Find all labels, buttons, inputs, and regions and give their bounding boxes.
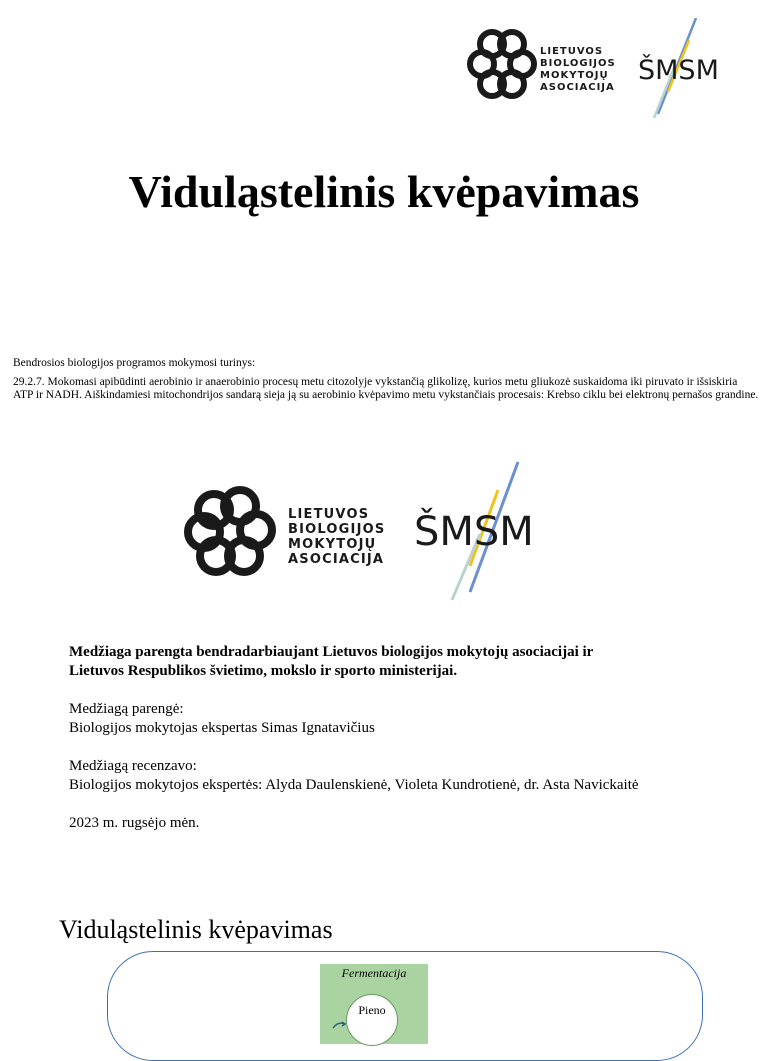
association-logo xyxy=(456,18,746,118)
reviewed-by xyxy=(69,757,709,795)
reviewed-label: Medžiagą recenzavo: xyxy=(69,758,197,774)
association-line-4: ASOCIACIJA xyxy=(540,82,615,93)
page-title: Viduląstelinis kvėpavimas xyxy=(128,166,640,217)
prepared-name: Biologijos mokytojas ekspertas Simas Ignatavičius xyxy=(69,720,375,736)
section-title: Viduląstelinis kvėpavimas xyxy=(59,915,333,944)
curriculum-heading: Bendrosios biologijos programos mokymosi turinys: xyxy=(13,357,256,369)
ministry-logo-large xyxy=(414,462,534,600)
cooperation-line-1: Medžiaga parengta bendradarbiaujant Lietuvos biologijos mokytojų asociacijai ir xyxy=(69,644,594,660)
credits-block xyxy=(69,643,709,852)
curriculum-text: 29.2.7. Mokomasi apibūdinti aerobinio ir anaerobinio procesų metu citozolyje vykstančią glikolizę, kurios metu gliukozė suskaidoma iki piruvato ir išsiskiria ATP ir NADH. Aiškindamiesi mitochondrijos sandarą sieja ją su aerobinio kvėpavimo metu vykstančiais procesais: Krebso ciklu bei elektronų pernašos grandine. xyxy=(13,376,759,401)
prepared-by xyxy=(69,700,709,738)
association-large-line-4: ASOCIACIJA xyxy=(288,552,385,567)
curriculum-block xyxy=(13,357,759,408)
lactic-circle xyxy=(346,994,398,1046)
cooperation-line-2: Lietuvos Respublikos švietimo, mokslo ir sporto ministerijai. xyxy=(69,663,458,679)
association-line-2: BIOLOGIJOS xyxy=(540,58,616,69)
date: 2023 m. rugsėjo mėn. xyxy=(69,815,200,831)
association-line-1: LIETUVOS xyxy=(540,46,604,57)
lactic-circle-text: Pieno xyxy=(358,1003,386,1017)
association-logo-large xyxy=(184,460,564,600)
fermentation-box xyxy=(320,964,428,1044)
ministry-logo xyxy=(638,18,719,118)
association-line-3: MOKYTOJŲ xyxy=(540,70,609,81)
association-large-line-1: LIETUVOS xyxy=(288,507,370,522)
ministry-large-text: ŠMSM xyxy=(414,509,534,555)
prepared-label: Medžiagą parengė: xyxy=(69,701,184,717)
association-large-line-3: MOKYTOJŲ xyxy=(288,537,377,552)
arrow-icon xyxy=(332,1020,346,1030)
cooperation-statement xyxy=(69,643,709,681)
middle-logos xyxy=(184,460,564,600)
association-large-line-2: BIOLOGIJOS xyxy=(288,522,386,537)
ministry-text: ŠMSM xyxy=(638,55,719,86)
header-logos xyxy=(456,18,746,118)
reviewed-names: Biologijos mokytojos ekspertės: Alyda Daulenskienė, Violeta Kundrotienė, dr. Asta Navickaitė xyxy=(69,777,639,793)
fermentation-label: Fermentacija xyxy=(341,966,407,980)
